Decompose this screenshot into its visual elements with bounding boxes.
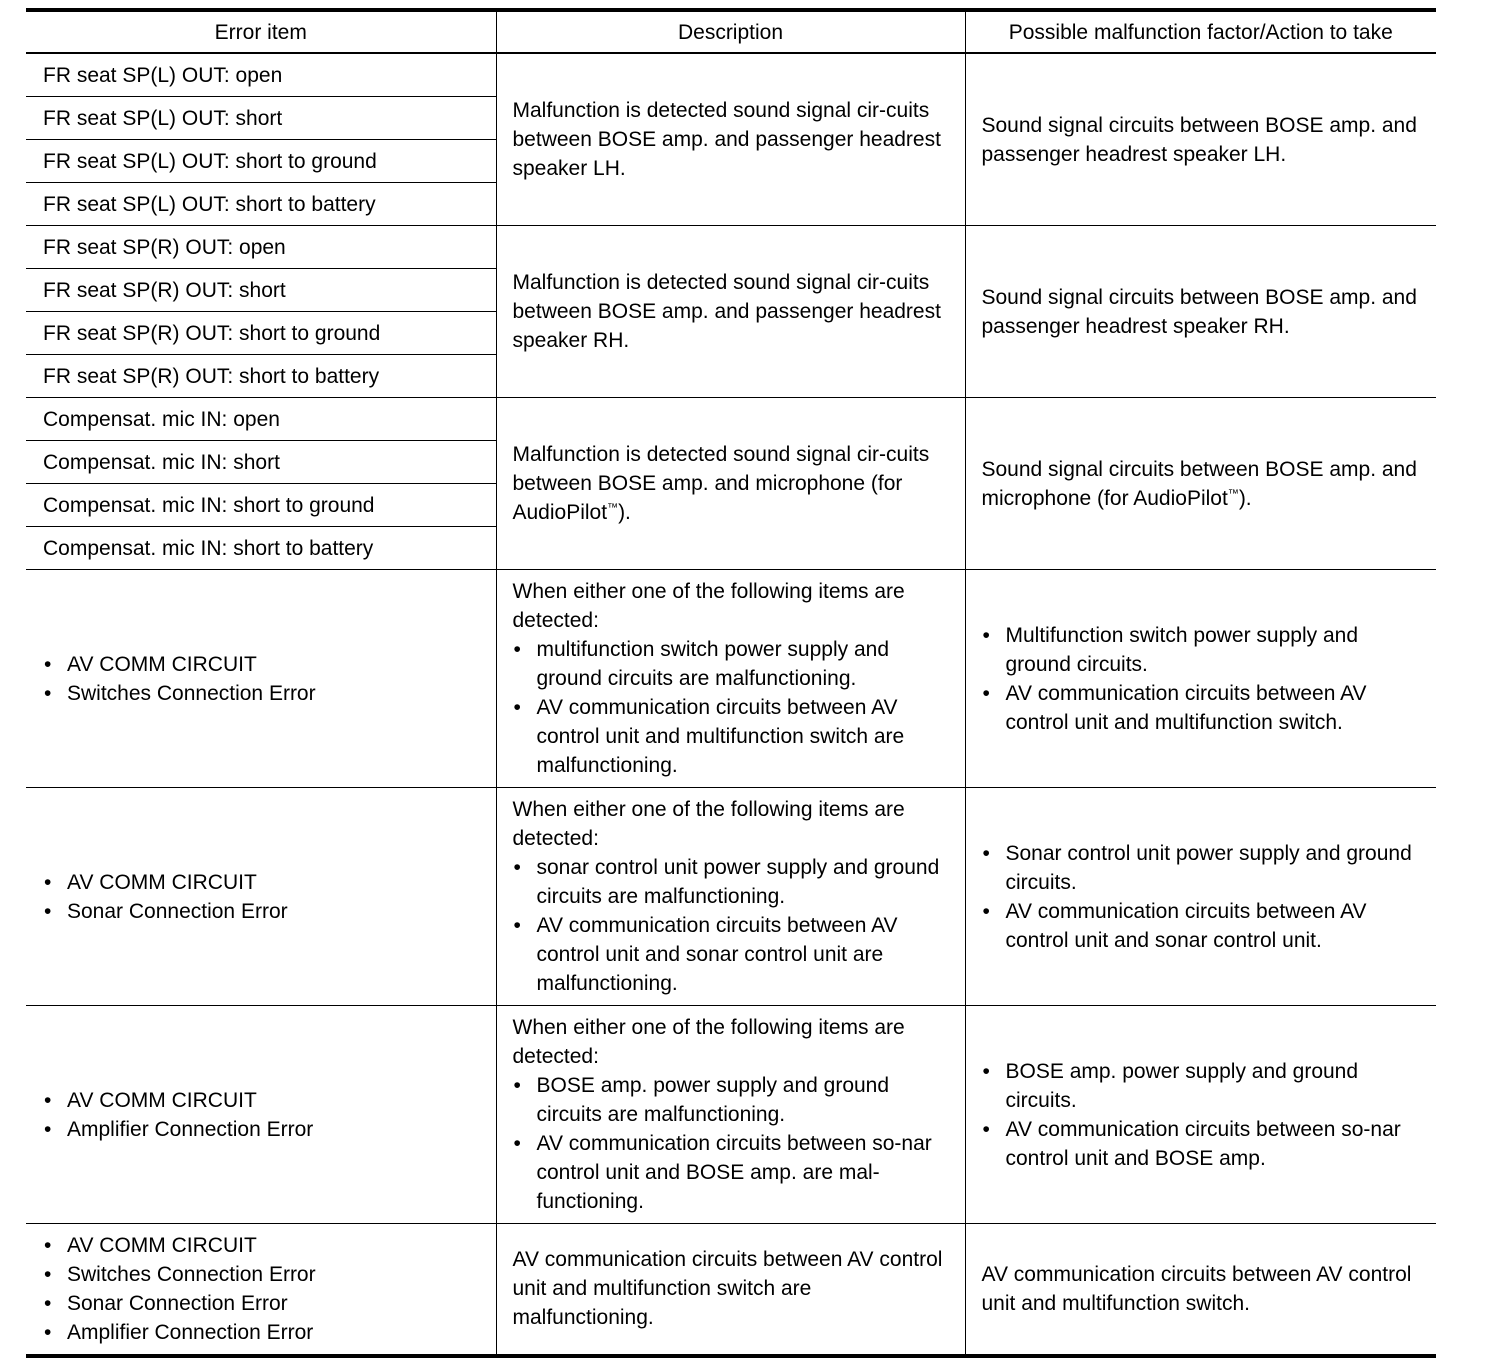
list-item: • Sonar Connection Error [43,1289,482,1318]
description-list [513,1071,951,1216]
list-item: • sonar control unit power supply and ground circuits are malfunctioning. [513,853,951,911]
action-cell [965,570,1436,788]
list-item: • Sonar control unit power supply and ground circuits. [982,839,1423,897]
action-list [982,621,1423,737]
description-cell [496,788,965,1006]
list-item: • AV COMM CIRCUIT [43,868,482,897]
trademark-symbol: ™ [607,502,619,514]
description-intro: When either one of the following items are detected: [512,798,905,850]
action-cell: Sound signal circuits between BOSE amp. and passenger headrest speaker LH. [965,53,1436,226]
list-item: • AV COMM CIRCUIT [43,1086,482,1115]
list-item: • AV communication circuits between AV control unit and multifunction switch are malfunctioning. [513,693,951,780]
description-text-tail: ). [618,501,631,524]
list-item: • Amplifier Connection Error [43,1318,482,1347]
action-list [982,1057,1423,1173]
list-item: • AV communication circuits between so-nar control unit and BOSE amp. [982,1115,1423,1173]
list-item: • BOSE amp. power supply and ground circuits are malfunctioning. [513,1071,951,1129]
action-list [982,839,1423,955]
list-item: • AV COMM CIRCUIT [43,650,482,679]
error-list [43,868,482,926]
header-error-item: Error item [26,10,496,53]
description-cell: Malfunction is detected sound signal cir-cuits between BOSE amp. and passenger headrest speaker LH. [496,53,965,226]
error-item-cell: FR seat SP(L) OUT: short [26,97,496,140]
error-item-cell: FR seat SP(R) OUT: short to battery [26,355,496,398]
error-item-cell: FR seat SP(L) OUT: open [26,53,496,97]
list-item: • Switches Connection Error [43,1260,482,1289]
error-item-cell: Compensat. mic IN: short to ground [26,484,496,527]
error-item-cell: FR seat SP(L) OUT: short to ground [26,140,496,183]
table-row [26,398,1436,441]
error-item-table [26,8,1436,1358]
action-cell: AV communication circuits between AV control unit and multifunction switch. [965,1224,1436,1356]
error-list [43,1086,482,1144]
action-text-tail: ). [1238,486,1252,510]
action-cell: Sound signal circuits between BOSE amp. and passenger headrest speaker RH. [965,226,1436,398]
error-item-cell [26,1006,496,1224]
description-list [513,635,951,780]
list-item: • Switches Connection Error [43,679,482,708]
error-item-cell: Compensat. mic IN: short [26,441,496,484]
error-item-cell: FR seat SP(R) OUT: open [26,226,496,269]
description-cell [496,570,965,788]
table-row [26,53,1436,97]
description-cell [496,1006,965,1224]
description-intro: When either one of the following items are detected: [512,1016,905,1068]
table-row [26,788,1436,1006]
description-cell [496,398,965,570]
error-item-cell [26,1224,496,1356]
error-item-cell [26,788,496,1006]
description-cell: Malfunction is detected sound signal cir-cuits between BOSE amp. and passenger headrest speaker RH. [496,226,965,398]
action-text: Sound signal circuits between BOSE amp. and microphone (for AudioPilot [981,457,1417,510]
action-cell [965,1006,1436,1224]
list-item: • AV communication circuits between so-nar control unit and BOSE amp. are mal-functioning. [513,1129,951,1216]
description-text: Malfunction is detected sound signal cir-cuits between BOSE amp. and microphone (for AudioPilot [512,443,930,524]
header-description: Description [496,10,965,53]
error-item-cell: Compensat. mic IN: short to battery [26,527,496,570]
error-list [43,1231,482,1347]
description-list [513,853,951,998]
description-intro: When either one of the following items are detected: [512,580,905,632]
list-item: • Multifunction switch power supply and ground circuits. [982,621,1423,679]
list-item: • BOSE amp. power supply and ground circuits. [982,1057,1423,1115]
table-row [26,1224,1436,1356]
error-item-cell: FR seat SP(L) OUT: short to battery [26,183,496,226]
action-cell [965,788,1436,1006]
list-item: • multifunction switch power supply and ground circuits are malfunctioning. [513,635,951,693]
list-item: • Sonar Connection Error [43,897,482,926]
error-item-cell: FR seat SP(R) OUT: short to ground [26,312,496,355]
error-list [43,650,482,708]
list-item: • AV communication circuits between AV control unit and sonar control unit. [982,897,1423,955]
error-item-cell: Compensat. mic IN: open [26,398,496,441]
error-item-cell: FR seat SP(R) OUT: short [26,269,496,312]
table-row [26,1006,1436,1224]
header-row [26,10,1436,53]
table-row [26,570,1436,788]
list-item: • AV communication circuits between AV control unit and sonar control unit are malfunctioning. [513,911,951,998]
error-item-cell [26,570,496,788]
table-row [26,226,1436,269]
action-cell [965,398,1436,570]
list-item: • Amplifier Connection Error [43,1115,482,1144]
list-item: • AV communication circuits between AV control unit and multifunction switch. [982,679,1423,737]
trademark-symbol: ™ [1227,487,1239,500]
description-cell: AV communication circuits between AV control unit and multifunction switch are malfunctioning. [496,1224,965,1356]
list-item: • AV COMM CIRCUIT [43,1231,482,1260]
header-action: Possible malfunction factor/Action to take [965,10,1436,53]
